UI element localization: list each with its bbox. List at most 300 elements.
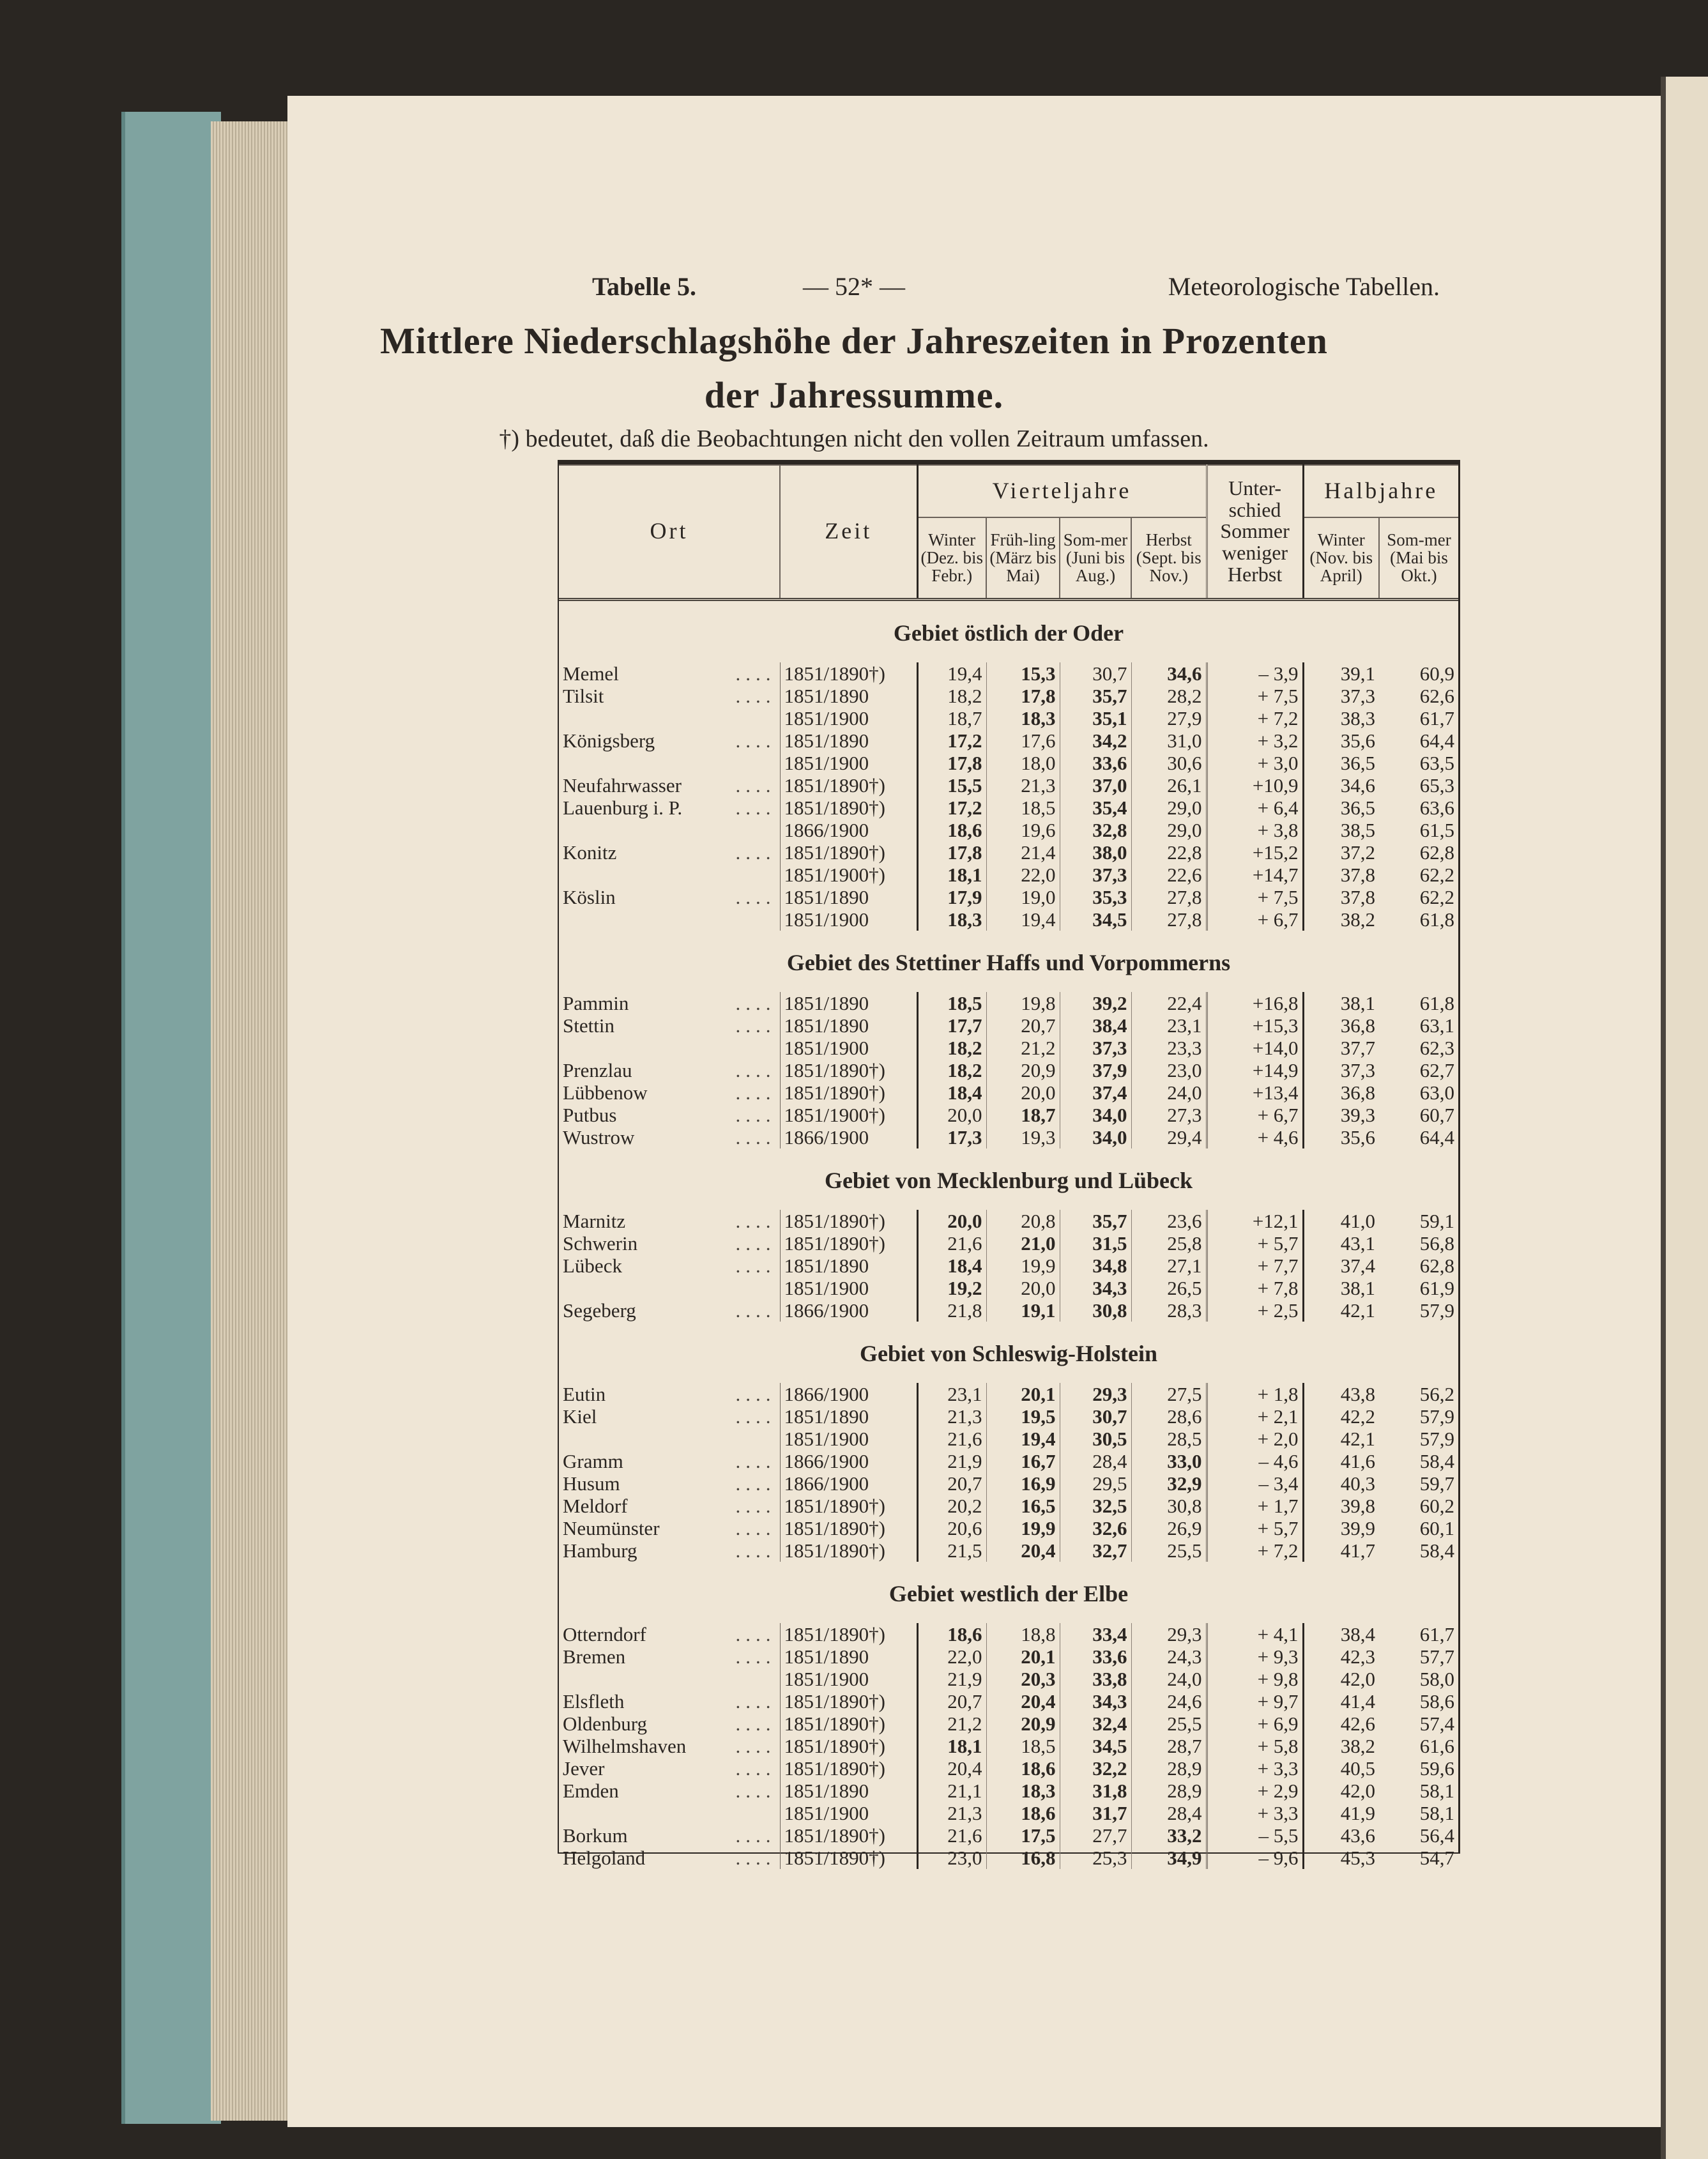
cell-winter: 18,2 xyxy=(917,1059,986,1081)
cell-herbst: 34,6 xyxy=(1131,662,1207,685)
dot-leader: .... xyxy=(735,774,776,797)
page-edges xyxy=(211,121,294,2121)
cell-zeit: 1866/1900 xyxy=(780,1299,917,1322)
dot-leader: .... xyxy=(735,1103,776,1126)
table-row xyxy=(559,1405,1458,1428)
table-row xyxy=(559,797,1458,819)
table-row xyxy=(559,752,1458,774)
cell-winter: 21,3 xyxy=(917,1405,986,1428)
cell-fruehling: 18,6 xyxy=(986,1802,1060,1824)
cell-herbst: 26,1 xyxy=(1131,774,1207,797)
station-name: Konitz xyxy=(563,841,617,864)
cell-herbst: 30,6 xyxy=(1131,752,1207,774)
station-name: Stettin xyxy=(563,1014,614,1037)
cell-fruehling: 18,0 xyxy=(986,752,1060,774)
cell-fruehling: 22,0 xyxy=(986,864,1060,886)
cell-sommer: 34,5 xyxy=(1060,908,1131,931)
cell-sommer: 34,2 xyxy=(1060,729,1131,752)
cell-halb-sommer: 61,5 xyxy=(1419,818,1454,841)
cell-zeit: 1851/1890†) xyxy=(780,1059,917,1081)
cell-halb-winter: 38,4 xyxy=(1303,1623,1379,1645)
dot-leader: .... xyxy=(735,1690,776,1713)
table-row xyxy=(559,864,1458,886)
cell-ort xyxy=(559,1299,780,1322)
dot-leader: .... xyxy=(735,1516,776,1539)
col-halb-winter: Winter (Nov. bis April) xyxy=(1303,517,1379,599)
cell-unterschied: + 3,3 xyxy=(1207,1757,1303,1780)
cell-fruehling: 20,3 xyxy=(986,1668,1060,1690)
cell-herbst: 22,6 xyxy=(1131,864,1207,886)
cell-winter: 21,6 xyxy=(917,1824,986,1847)
cell-unterschied: +15,3 xyxy=(1207,1014,1303,1037)
cell-herbst: 33,0 xyxy=(1131,1450,1207,1472)
cell-halb-sommer: 62,6 xyxy=(1419,684,1454,707)
cell-fruehling: 19,6 xyxy=(986,819,1060,841)
cell-halb-sommer: 64,4 xyxy=(1419,1125,1454,1148)
cell-fruehling: 18,3 xyxy=(986,707,1060,729)
station-name: Tilsit xyxy=(563,684,604,707)
table-row xyxy=(559,1232,1458,1255)
cell-halb-sommer: 61,8 xyxy=(1419,991,1454,1014)
cell-zeit: 1851/1900 xyxy=(780,1802,917,1824)
col-winter: Winter (Dez. bis Febr.) xyxy=(917,517,986,599)
cell-unterschied: + 2,0 xyxy=(1207,1428,1303,1450)
cell-fruehling: 19,1 xyxy=(986,1299,1060,1322)
section-heading-row xyxy=(559,1148,1458,1210)
cell-unterschied: + 7,2 xyxy=(1207,1539,1303,1562)
cell-fruehling: 17,8 xyxy=(986,685,1060,707)
cell-halb-sommer: 57,9 xyxy=(1419,1405,1454,1428)
cell-winter: 21,9 xyxy=(917,1450,986,1472)
cell-sommer: 37,3 xyxy=(1060,864,1131,886)
cell-unterschied: + 7,8 xyxy=(1207,1277,1303,1299)
cell-sommer: 37,3 xyxy=(1060,1037,1131,1059)
cell-ort xyxy=(559,1059,780,1081)
table-row xyxy=(559,1690,1458,1713)
cell-sommer: 37,0 xyxy=(1060,774,1131,797)
col-sommer: Som-mer (Juni bis Aug.) xyxy=(1060,517,1131,599)
cell-halb-winter: 39,8 xyxy=(1303,1495,1379,1517)
cell-halb-winter: 42,1 xyxy=(1303,1299,1379,1322)
station-name: Putbus xyxy=(563,1103,617,1126)
cell-halb-sommer: 58,6 xyxy=(1419,1690,1454,1713)
cell-winter: 21,6 xyxy=(917,1232,986,1255)
cell-halb-sommer: 58,1 xyxy=(1419,1779,1454,1802)
cell-ort xyxy=(559,1517,780,1539)
cell-zeit: 1851/1900 xyxy=(780,908,917,931)
cell-zeit: 1851/1890 xyxy=(780,1255,917,1277)
cell-halb-sommer: 64,4 xyxy=(1419,729,1454,752)
cell-ort xyxy=(559,1757,780,1780)
cell-halb-winter: 38,2 xyxy=(1303,908,1379,931)
cell-halb-winter: 41,9 xyxy=(1303,1802,1379,1824)
cell-winter: 18,1 xyxy=(917,1735,986,1757)
cell-fruehling: 20,9 xyxy=(986,1059,1060,1081)
cell-halb-winter: 43,6 xyxy=(1303,1824,1379,1847)
cell-halb-sommer: 57,9 xyxy=(1419,1299,1454,1322)
dot-leader: .... xyxy=(735,1449,776,1472)
station-name: Emden xyxy=(563,1779,619,1802)
cell-sommer: 32,8 xyxy=(1060,819,1131,841)
cell-ort xyxy=(559,797,780,819)
cell-herbst: 31,0 xyxy=(1131,729,1207,752)
cell-sommer: 29,3 xyxy=(1060,1383,1131,1405)
cell-sommer: 34,0 xyxy=(1060,1104,1131,1126)
section-heading: Gebiet von Schleswig-Holstein xyxy=(860,1341,1157,1366)
page-title-line1: Mittlere Niederschlagshöhe der Jahreszeiten in Prozenten xyxy=(380,320,1328,362)
cell-herbst: 24,0 xyxy=(1131,1668,1207,1690)
table-row xyxy=(559,992,1458,1014)
cell-ort xyxy=(559,1232,780,1255)
cell-fruehling: 18,7 xyxy=(986,1104,1060,1126)
cell-herbst: 28,3 xyxy=(1131,1299,1207,1322)
cell-herbst: 23,3 xyxy=(1131,1037,1207,1059)
col-zeit: Zeit xyxy=(780,465,917,599)
cell-sommer: 29,5 xyxy=(1060,1472,1131,1495)
cell-zeit: 1851/1890†) xyxy=(780,1081,917,1104)
cell-unterschied: + 6,7 xyxy=(1207,1104,1303,1126)
station-name: Neumünster xyxy=(563,1516,660,1539)
cell-zeit: 1866/1900 xyxy=(780,1450,917,1472)
cell-winter: 18,6 xyxy=(917,819,986,841)
cell-halb-winter: 35,6 xyxy=(1303,1126,1379,1148)
cell-winter: 23,0 xyxy=(917,1847,986,1869)
section-heading-row xyxy=(559,599,1458,662)
cell-zeit: 1851/1890†) xyxy=(780,1713,917,1735)
cell-sommer: 30,8 xyxy=(1060,1299,1131,1322)
cell-winter: 17,2 xyxy=(917,729,986,752)
cell-zeit: 1851/1890†) xyxy=(780,1623,917,1645)
table-row xyxy=(559,685,1458,707)
cell-winter: 18,6 xyxy=(917,1623,986,1645)
table-row xyxy=(559,1059,1458,1081)
cell-sommer: 34,0 xyxy=(1060,1126,1131,1148)
cell-unterschied: + 9,7 xyxy=(1207,1690,1303,1713)
cell-zeit: 1851/1890†) xyxy=(780,1735,917,1757)
cell-halb-winter: 41,7 xyxy=(1303,1539,1379,1562)
station-name: Elsfleth xyxy=(563,1690,625,1713)
cell-unterschied: +10,9 xyxy=(1207,774,1303,797)
cell-herbst: 29,0 xyxy=(1131,797,1207,819)
cell-halb-winter: 36,5 xyxy=(1303,752,1379,774)
cell-fruehling: 20,4 xyxy=(986,1539,1060,1562)
table-row xyxy=(559,729,1458,752)
cell-unterschied: – 3,4 xyxy=(1207,1472,1303,1495)
cell-fruehling: 19,5 xyxy=(986,1405,1060,1428)
table-row xyxy=(559,662,1458,685)
cell-winter: 21,3 xyxy=(917,1802,986,1824)
cell-ort xyxy=(559,752,780,774)
cell-herbst: 26,9 xyxy=(1131,1517,1207,1539)
cell-ort xyxy=(559,685,780,707)
cell-herbst: 27,9 xyxy=(1131,707,1207,729)
station-name: Borkum xyxy=(563,1824,628,1847)
cell-sommer: 30,7 xyxy=(1060,1405,1131,1428)
dot-leader: .... xyxy=(735,1232,776,1255)
dot-leader: .... xyxy=(735,1757,776,1780)
cell-sommer: 32,5 xyxy=(1060,1495,1131,1517)
section-heading-row xyxy=(559,931,1458,992)
cell-halb-winter: 40,5 xyxy=(1303,1757,1379,1780)
station-name: Marnitz xyxy=(563,1209,626,1232)
table-row xyxy=(559,1539,1458,1562)
cell-herbst: 29,3 xyxy=(1131,1623,1207,1645)
station-name: Segeberg xyxy=(563,1299,636,1322)
section-heading: Gebiet östlich der Oder xyxy=(893,620,1124,646)
cell-winter: 20,7 xyxy=(917,1690,986,1713)
dot-leader: .... xyxy=(735,1081,776,1104)
cell-ort xyxy=(559,819,780,841)
cell-unterschied: – 3,9 xyxy=(1207,662,1303,685)
cell-herbst: 33,2 xyxy=(1131,1824,1207,1847)
cell-winter: 17,8 xyxy=(917,841,986,864)
cell-herbst: 25,5 xyxy=(1131,1713,1207,1735)
cell-winter: 17,7 xyxy=(917,1014,986,1037)
cell-fruehling: 19,9 xyxy=(986,1255,1060,1277)
cell-ort xyxy=(559,992,780,1014)
station-name: Jever xyxy=(563,1757,605,1780)
cell-ort xyxy=(559,1037,780,1059)
table-row xyxy=(559,1495,1458,1517)
cell-halb-winter: 42,0 xyxy=(1303,1668,1379,1690)
cell-winter: 20,0 xyxy=(917,1104,986,1126)
cell-halb-sommer: 62,8 xyxy=(1419,1254,1454,1277)
cell-ort xyxy=(559,1847,780,1869)
cell-ort xyxy=(559,1383,780,1405)
cell-herbst: 25,8 xyxy=(1131,1232,1207,1255)
cell-halb-sommer: 59,6 xyxy=(1419,1757,1454,1780)
cell-fruehling: 20,8 xyxy=(986,1210,1060,1232)
cell-halb-winter: 35,6 xyxy=(1303,729,1379,752)
cell-winter: 17,2 xyxy=(917,797,986,819)
dot-leader: .... xyxy=(735,991,776,1014)
cell-fruehling: 16,8 xyxy=(986,1847,1060,1869)
station-name: Wustrow xyxy=(563,1125,635,1148)
dot-leader: .... xyxy=(735,841,776,864)
station-name: Kiel xyxy=(563,1405,597,1428)
cell-halb-winter: 36,5 xyxy=(1303,797,1379,819)
table-row xyxy=(559,1037,1458,1059)
cell-halb-winter: 43,8 xyxy=(1303,1383,1379,1405)
cell-unterschied: + 6,4 xyxy=(1207,797,1303,819)
cell-sommer: 38,0 xyxy=(1060,841,1131,864)
cell-zeit: 1851/1890†) xyxy=(780,1824,917,1847)
cell-sommer: 35,7 xyxy=(1060,1210,1131,1232)
cell-fruehling: 21,3 xyxy=(986,774,1060,797)
table-row xyxy=(559,1735,1458,1757)
cell-zeit: 1851/1890†) xyxy=(780,1539,917,1562)
table-row xyxy=(559,1847,1458,1869)
cell-ort xyxy=(559,1126,780,1148)
dot-leader: .... xyxy=(735,1125,776,1148)
dot-leader: .... xyxy=(735,729,776,752)
cell-herbst: 30,8 xyxy=(1131,1495,1207,1517)
station-name: Köslin xyxy=(563,885,616,908)
table-row xyxy=(559,1126,1458,1148)
cell-ort xyxy=(559,1495,780,1517)
dot-leader: .... xyxy=(735,1299,776,1322)
cell-winter: 21,8 xyxy=(917,1299,986,1322)
cell-unterschied: +15,2 xyxy=(1207,841,1303,864)
section-heading: Gebiet westlich der Elbe xyxy=(888,1581,1129,1606)
cell-ort xyxy=(559,1802,780,1824)
station-name: Husum xyxy=(563,1472,620,1495)
cell-sommer: 34,5 xyxy=(1060,1735,1131,1757)
cell-ort xyxy=(559,774,780,797)
cell-unterschied: + 4,1 xyxy=(1207,1623,1303,1645)
dot-leader: .... xyxy=(735,1058,776,1081)
cell-zeit: 1851/1890†) xyxy=(780,774,917,797)
cell-herbst: 23,6 xyxy=(1131,1210,1207,1232)
col-fruehling: Früh-ling (März bis Mai) xyxy=(986,517,1060,599)
cell-zeit: 1851/1890†) xyxy=(780,1757,917,1780)
cell-ort xyxy=(559,1690,780,1713)
section-heading-row xyxy=(559,1562,1458,1623)
cell-halb-sommer: 62,8 xyxy=(1419,841,1454,864)
cell-zeit: 1851/1900 xyxy=(780,1668,917,1690)
cell-halb-sommer: 60,1 xyxy=(1419,1516,1454,1539)
cell-zeit: 1866/1900 xyxy=(780,1126,917,1148)
page-title-line2: der Jahressumme. xyxy=(704,374,1004,416)
cell-herbst: 28,9 xyxy=(1131,1757,1207,1780)
cell-winter: 23,1 xyxy=(917,1383,986,1405)
cell-fruehling: 21,4 xyxy=(986,841,1060,864)
cell-fruehling: 19,9 xyxy=(986,1517,1060,1539)
cell-zeit: 1851/1890 xyxy=(780,992,917,1014)
footnote-legend: †) bedeutet, daß die Beobachtungen nicht den vollen Zeitraum umfassen. xyxy=(499,425,1209,452)
cell-unterschied: + 7,7 xyxy=(1207,1255,1303,1277)
col-unterschied: Unter-schied Sommer weniger Herbst xyxy=(1207,465,1303,599)
cell-sommer: 33,8 xyxy=(1060,1668,1131,1690)
cell-halb-sommer: 61,9 xyxy=(1419,1276,1454,1299)
cell-zeit: 1851/1890†) xyxy=(780,1847,917,1869)
station-name: Wilhelmshaven xyxy=(563,1734,687,1757)
station-name: Oldenburg xyxy=(563,1712,648,1735)
cell-halb-sommer: 54,7 xyxy=(1419,1846,1454,1869)
cell-zeit: 1851/1890†) xyxy=(780,1210,917,1232)
cell-ort xyxy=(559,886,780,908)
dot-leader: .... xyxy=(735,1622,776,1645)
table-row xyxy=(559,1450,1458,1472)
cell-zeit: 1851/1890 xyxy=(780,729,917,752)
dot-leader: .... xyxy=(735,1382,776,1405)
cell-herbst: 26,5 xyxy=(1131,1277,1207,1299)
cell-halb-sommer: 60,7 xyxy=(1419,1103,1454,1126)
cell-herbst: 28,9 xyxy=(1131,1780,1207,1802)
cell-unterschied: +14,7 xyxy=(1207,864,1303,886)
cell-unterschied: + 3,3 xyxy=(1207,1802,1303,1824)
cell-unterschied: + 9,8 xyxy=(1207,1668,1303,1690)
cell-sommer: 32,2 xyxy=(1060,1757,1131,1780)
cell-sommer: 30,5 xyxy=(1060,1428,1131,1450)
cell-winter: 20,7 xyxy=(917,1472,986,1495)
cell-halb-winter: 37,3 xyxy=(1303,1059,1379,1081)
cell-halb-sommer: 60,9 xyxy=(1419,662,1454,685)
cell-zeit: 1851/1900 xyxy=(780,707,917,729)
cell-ort xyxy=(559,1623,780,1645)
cell-winter: 17,3 xyxy=(917,1126,986,1148)
cell-fruehling: 20,0 xyxy=(986,1277,1060,1299)
section-heading: Gebiet des Stettiner Haffs und Vorpommerns xyxy=(786,950,1231,975)
cell-herbst: 27,1 xyxy=(1131,1255,1207,1277)
cell-winter: 20,4 xyxy=(917,1757,986,1780)
cell-ort xyxy=(559,1780,780,1802)
cell-sommer: 35,3 xyxy=(1060,886,1131,908)
cell-halb-sommer: 61,7 xyxy=(1419,706,1454,729)
cell-halb-sommer: 62,3 xyxy=(1419,1036,1454,1059)
table-row xyxy=(559,1081,1458,1104)
table-row xyxy=(559,774,1458,797)
cell-halb-sommer: 58,4 xyxy=(1419,1539,1454,1562)
cell-winter: 19,2 xyxy=(917,1277,986,1299)
cell-sommer: 32,6 xyxy=(1060,1517,1131,1539)
cell-halb-sommer: 61,8 xyxy=(1419,908,1454,931)
cell-halb-sommer: 63,5 xyxy=(1419,751,1454,774)
table-row xyxy=(559,1277,1458,1299)
dot-leader: .... xyxy=(735,796,776,819)
cell-winter: 21,1 xyxy=(917,1780,986,1802)
dot-leader: .... xyxy=(735,1712,776,1735)
table-row xyxy=(559,1668,1458,1690)
cell-halb-winter: 41,4 xyxy=(1303,1690,1379,1713)
cell-unterschied: + 1,8 xyxy=(1207,1383,1303,1405)
cell-zeit: 1866/1900 xyxy=(780,1472,917,1495)
cell-unterschied: + 2,5 xyxy=(1207,1299,1303,1322)
table-row xyxy=(559,1824,1458,1847)
station-name: Hamburg xyxy=(563,1539,637,1562)
table-row xyxy=(559,1383,1458,1405)
table-row xyxy=(559,707,1458,729)
cell-winter: 18,2 xyxy=(917,685,986,707)
cell-unterschied: + 2,9 xyxy=(1207,1780,1303,1802)
cell-unterschied: + 5,7 xyxy=(1207,1517,1303,1539)
cell-halb-winter: 36,8 xyxy=(1303,1014,1379,1037)
cell-winter: 22,0 xyxy=(917,1645,986,1668)
cell-herbst: 22,8 xyxy=(1131,841,1207,864)
cell-winter: 20,6 xyxy=(917,1517,986,1539)
cell-sommer: 30,7 xyxy=(1060,662,1131,685)
cell-herbst: 27,3 xyxy=(1131,1104,1207,1126)
table-row xyxy=(559,819,1458,841)
cell-unterschied: +14,0 xyxy=(1207,1037,1303,1059)
cell-fruehling: 19,4 xyxy=(986,908,1060,931)
cell-zeit: 1851/1890 xyxy=(780,1780,917,1802)
cell-fruehling: 20,9 xyxy=(986,1713,1060,1735)
cell-zeit: 1851/1900†) xyxy=(780,864,917,886)
cell-halb-winter: 38,1 xyxy=(1303,1277,1379,1299)
cell-halb-sommer: 63,0 xyxy=(1419,1081,1454,1104)
cell-ort xyxy=(559,1014,780,1037)
cell-unterschied: + 3,0 xyxy=(1207,752,1303,774)
cell-winter: 19,4 xyxy=(917,662,986,685)
cell-halb-sommer: 56,2 xyxy=(1419,1382,1454,1405)
cell-ort xyxy=(559,1539,780,1562)
dot-leader: .... xyxy=(735,1645,776,1668)
cell-winter: 21,9 xyxy=(917,1668,986,1690)
station-name: Meldorf xyxy=(563,1494,628,1517)
table-row xyxy=(559,1623,1458,1645)
cell-halb-sommer: 58,1 xyxy=(1419,1801,1454,1824)
cell-zeit: 1851/1900 xyxy=(780,1428,917,1450)
cell-unterschied: – 4,6 xyxy=(1207,1450,1303,1472)
cell-ort xyxy=(559,1713,780,1735)
cell-ort xyxy=(559,662,780,685)
station-name: Neufahrwasser xyxy=(563,774,682,797)
cell-unterschied: + 2,1 xyxy=(1207,1405,1303,1428)
cell-halb-sommer: 56,8 xyxy=(1419,1232,1454,1255)
station-name: Gramm xyxy=(563,1449,623,1472)
cell-unterschied: +13,4 xyxy=(1207,1081,1303,1104)
